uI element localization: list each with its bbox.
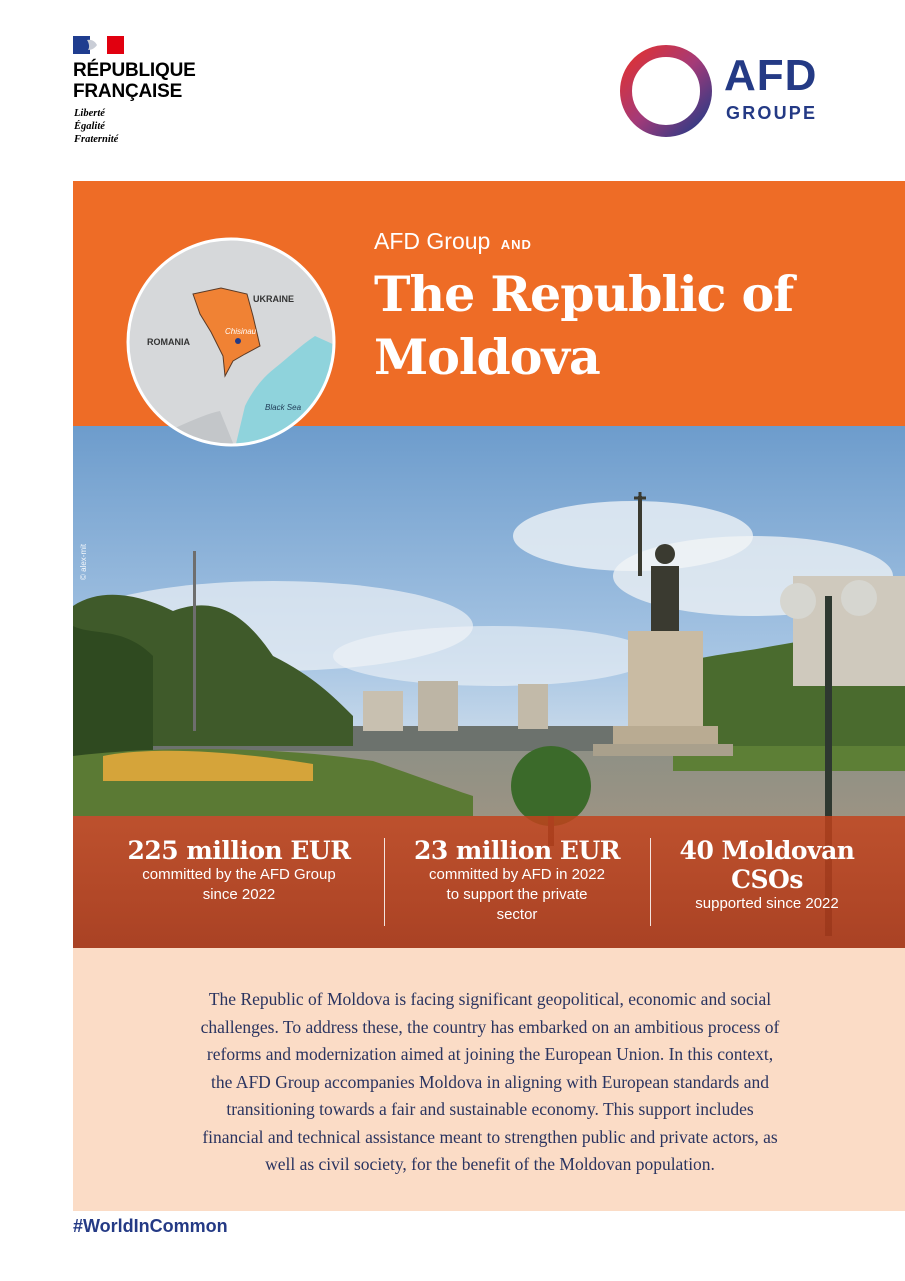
stat-desc-line1: supported since 2022	[695, 895, 839, 912]
republic-name-line1: RÉPUBLIQUE	[73, 60, 196, 81]
kicker-and: AND	[500, 237, 532, 252]
afd-ring-logo	[619, 44, 713, 138]
map-label-romania: ROMANIA	[147, 337, 190, 347]
stat-desc-line2: to support the private	[446, 886, 588, 903]
republique-francaise-wordmark	[73, 60, 196, 102]
intro-line: the AFD Group accompanies Moldova in aligning with European standards and	[211, 1071, 769, 1092]
map-label-sea: Black Sea	[265, 403, 302, 412]
intro-paragraph	[120, 986, 860, 1179]
afd-logo-text: AFD	[724, 51, 818, 100]
stat-total-commitment	[98, 836, 380, 905]
intro-line: financial and technical assistance meant to strengthen public and private actors, as	[202, 1126, 778, 1147]
stat-desc-line1: committed by AFD in 2022	[429, 866, 605, 883]
photo-credit: © alex-mit	[79, 543, 88, 580]
motto-fraternite: Fraternité	[74, 134, 119, 145]
stat-desc-line2: since 2022	[202, 886, 276, 903]
stat-desc-line3: sector	[496, 906, 538, 923]
motto-egalite: Égalité	[74, 121, 105, 132]
marianne-flag-logo	[73, 36, 124, 54]
map-label-ukraine: UKRAINE	[253, 294, 295, 304]
motto-liberte: Liberté	[74, 108, 105, 119]
kicker-afd-group: AFD Group	[374, 228, 491, 254]
afd-logo-subtext: GROUPE	[726, 103, 818, 123]
title-line1: The Republic of	[374, 265, 794, 323]
hashtag-link[interactable]: #WorldInCommon	[73, 1216, 228, 1236]
intro-line: transitioning towards a fair and sustainable economy. This support includes	[226, 1099, 754, 1119]
stat-value: 23 million EUR	[413, 836, 621, 865]
stat-divider	[384, 838, 385, 926]
intro-line: The Republic of Moldova is facing significant geopolitical, economic and social	[208, 989, 772, 1009]
title-line2: Moldova	[374, 328, 600, 386]
stat-private-sector	[392, 836, 642, 925]
stat-value: 225 million EUR	[127, 836, 351, 865]
intro-line: reforms and modernization aimed at joining the European Union. In this context,	[206, 1044, 774, 1064]
stat-value-line1: 40 Moldovan	[679, 836, 855, 865]
republic-name-line2: FRANÇAISE	[73, 81, 183, 102]
banner-kicker	[374, 228, 532, 258]
page-title	[374, 263, 793, 389]
intro-line: challenges. To address these, the country has embarked on an ambitious process of	[200, 1016, 780, 1037]
stat-divider	[650, 838, 651, 926]
republic-motto	[74, 107, 118, 146]
intro-line: well as civil society, for the benefit of the Moldovan population.	[265, 1154, 715, 1174]
stat-desc-line1: committed by the AFD Group	[142, 866, 336, 883]
map-label-capital: Chisinau	[225, 327, 257, 336]
stat-value-line2: CSOs	[731, 865, 803, 894]
moldova-locator-map	[125, 236, 337, 448]
stat-csos	[660, 836, 874, 914]
